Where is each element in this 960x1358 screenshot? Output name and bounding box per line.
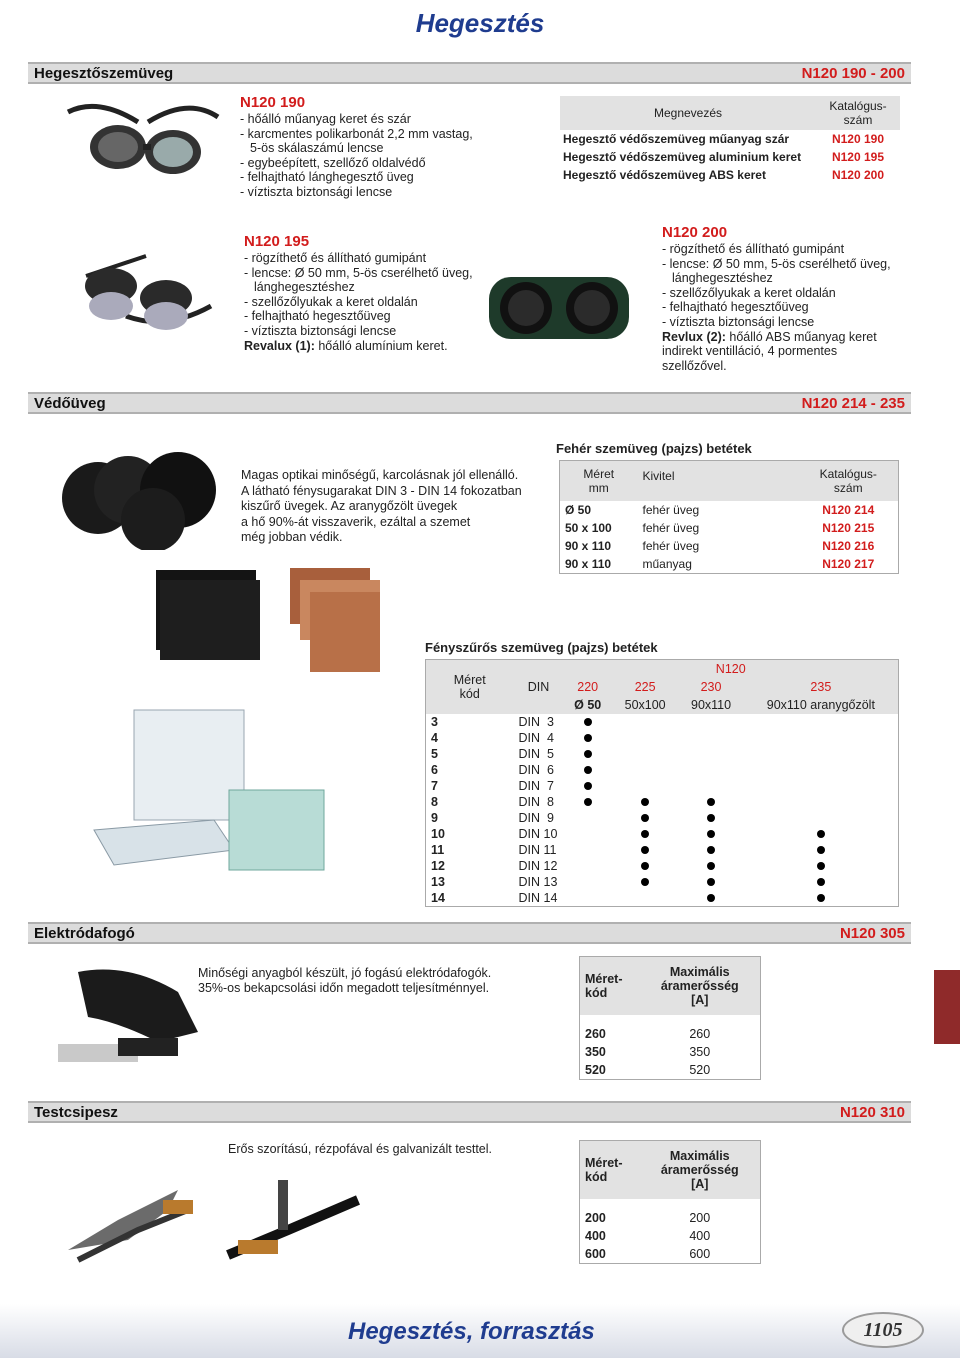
available-dot-icon <box>707 798 715 806</box>
available-dot-icon <box>584 766 592 774</box>
din-kod: 8 <box>431 795 438 809</box>
availability-cell <box>612 778 679 794</box>
table-row <box>426 746 899 762</box>
n200-title: N120 200 <box>662 224 728 241</box>
section-code: N120 214 - 235 <box>801 395 905 412</box>
n200-line: - szellőzőlyukak a keret oldalán <box>662 285 836 300</box>
table-row: Hegesztő védőszemüveg ABS keret N120 200 <box>563 168 885 182</box>
din-level: DIN 13 <box>518 875 558 889</box>
din-kod: 9 <box>431 811 438 825</box>
available-dot-icon <box>707 862 715 870</box>
din-kod: 4 <box>431 731 438 745</box>
availability-cell <box>612 858 679 874</box>
ground-clamp-photo <box>58 1160 368 1280</box>
table-row: Ø 50 fehér üveg N120 214 <box>565 502 875 517</box>
available-dot-icon <box>817 846 825 854</box>
available-dot-icon <box>641 814 649 822</box>
section-code: N120 305 <box>839 925 905 942</box>
table-row: 90 x 110 műanyag N120 217 <box>565 556 875 571</box>
din-level: DIN 4 <box>518 731 554 745</box>
page-title: Hegesztés <box>415 8 545 38</box>
available-dot-icon <box>584 798 592 806</box>
goggles-200-photo <box>484 262 634 352</box>
availability-cell <box>564 746 612 762</box>
availability-cell <box>612 842 679 858</box>
n200-line: indirekt ventilláció, 4 pormentes <box>662 344 838 359</box>
availability-cell <box>564 858 612 874</box>
availability-cell <box>612 746 679 762</box>
available-dot-icon <box>817 830 825 838</box>
table-row: 200 200 <box>585 1210 711 1225</box>
din-level: DIN 12 <box>518 859 558 873</box>
availability-cell <box>678 858 743 874</box>
n195-line: lánghegesztéshez <box>254 280 355 295</box>
availability-cell <box>612 714 679 730</box>
section-label: Elektródafogó <box>34 925 135 942</box>
din-level: DIN 11 <box>518 843 557 857</box>
goggles-190-photo <box>58 92 228 192</box>
availability-cell <box>612 874 679 890</box>
din-kod: 14 <box>431 891 445 905</box>
n200-line: - víztiszta biztonsági lencse <box>662 314 815 329</box>
din-kod: 6 <box>431 763 438 777</box>
availability-cell <box>744 890 899 907</box>
available-dot-icon <box>817 862 825 870</box>
table-row: 50 x 100 fehér üveg N120 215 <box>565 520 875 535</box>
table-row: 600 600 <box>585 1246 711 1261</box>
section-label: Hegesztőszemüveg <box>34 65 174 82</box>
available-dot-icon <box>641 862 649 870</box>
n195-line: - felhajtható hegesztőüveg <box>244 309 391 324</box>
availability-cell <box>678 714 743 730</box>
availability-cell <box>564 714 612 730</box>
availability-cell <box>678 730 743 746</box>
availability-cell <box>564 810 612 826</box>
col-header-name: Megnevezés <box>560 96 816 130</box>
page-number: 1105 <box>842 1312 924 1348</box>
availability-cell <box>744 810 899 826</box>
availability-cell <box>678 890 743 907</box>
goggle-table <box>560 96 900 184</box>
goggles-195-photo <box>66 236 216 356</box>
available-dot-icon <box>641 878 649 886</box>
n195-desc <box>244 233 494 353</box>
availability-cell <box>564 778 612 794</box>
elektroda-desc: Minőségi anyagból készült, jó fogású elektródafogók. 35%-os bekapcsolási időn megadott teljesítménnyel. <box>198 966 492 995</box>
din-level: DIN 5 <box>518 747 554 761</box>
availability-cell <box>678 826 743 842</box>
availability-cell <box>564 730 612 746</box>
table-row <box>426 826 899 842</box>
footer-title: Hegesztés, forrasztás <box>348 1318 595 1345</box>
available-dot-icon <box>817 878 825 886</box>
n195-line: - rögzíthető és állítható gumipánt <box>244 251 427 265</box>
section-bar-protective-glass <box>28 392 911 414</box>
table-row <box>426 730 899 746</box>
availability-cell <box>744 730 899 746</box>
availability-cell <box>678 778 743 794</box>
section-bar-ground-clamp <box>28 1101 911 1123</box>
availability-cell <box>564 842 612 858</box>
availability-cell <box>744 794 899 810</box>
white-table-caption: Fehér szemüveg (pajzs) betétek <box>556 441 752 456</box>
availability-cell <box>744 858 899 874</box>
availability-cell <box>612 810 679 826</box>
table-row <box>426 874 899 890</box>
availability-cell <box>612 890 679 907</box>
n195-title: N120 195 <box>244 233 310 250</box>
n195-line: - lencse: Ø 50 mm, 5-ös cserélhető üveg, <box>244 265 473 280</box>
availability-cell <box>744 714 899 730</box>
electrode-table: Méret- kód Maximális áramerősség [A] 260 260 350 350 520 520 <box>579 956 761 1080</box>
availability-cell <box>744 746 899 762</box>
white-glass-table: Méret mm Kivitel Katalógus- szám Ø 50 fehér üveg N120 214 50 x 100 fehér üveg N120 215 90 x 110 fehér üveg N120 216 90 x 110 műanyag N120 217 <box>559 460 899 574</box>
table-row <box>426 842 899 858</box>
available-dot-icon <box>641 798 649 806</box>
table-row: Hegesztő védőszemüveg aluminium keret N120 195 <box>563 150 885 164</box>
table-row: 350 350 <box>585 1044 711 1059</box>
din-kod: 13 <box>431 875 445 889</box>
testcsipesz-desc: Erős szorítású, rézpofával és galvanizált testtel. <box>228 1142 493 1156</box>
side-tab <box>934 970 960 1044</box>
n195-line: - víztiszta biztonsági lencse <box>244 323 397 338</box>
vedouveg-desc: Magas optikai minőségű, karcolásnak jól ellenálló. A látható fénysugarakat DIN 3 - DIN 14 fokozatban kiszűrő üvegek. Az aranygőzölt üvegek a hő 90%-át visszaverik, ezáltal a szemet még jobban védik. <box>241 468 522 544</box>
n200-line: - lencse: Ø 50 mm, 5-ös cserélhető üveg, <box>662 256 891 271</box>
n190-line: - víztiszta biztonsági lencse <box>240 184 393 199</box>
clear-glass-photo <box>84 700 344 890</box>
n200-line: - rögzíthető és állítható gumipánt <box>662 242 845 256</box>
din-level: DIN 9 <box>518 811 554 825</box>
availability-cell <box>564 890 612 907</box>
available-dot-icon <box>584 734 592 742</box>
availability-cell <box>678 874 743 890</box>
n195-revalux: Revalux (1): hőálló alumínium keret. <box>244 338 448 353</box>
available-dot-icon <box>707 846 715 854</box>
table-row <box>426 714 899 730</box>
din-level: DIN 10 <box>518 827 558 841</box>
table-row <box>426 762 899 778</box>
section-bar-electrode-holder <box>28 922 911 944</box>
din-kod: 7 <box>431 779 438 793</box>
n195-line: - szellőzőlyukak a keret oldalán <box>244 294 418 309</box>
din-kod: 3 <box>431 715 438 729</box>
availability-cell <box>744 778 899 794</box>
table-row <box>426 858 899 874</box>
n190-desc <box>240 94 500 200</box>
availability-cell <box>744 874 899 890</box>
availability-cell <box>612 730 679 746</box>
available-dot-icon <box>707 878 715 886</box>
available-dot-icon <box>584 750 592 758</box>
n200-line: - felhajtható hegesztőüveg <box>662 300 809 315</box>
available-dot-icon <box>584 782 592 790</box>
filter-glass-table: Méret kód DIN N120 220 225 230 235 Ø 50 50x100 90x110 90x110 aranygőzölt 3 DIN 3 4 DIN 4 5 DIN 5 6 DIN 6 7 DIN 7 8 DIN 8 9 DIN 9 10 DIN 10 11 DIN 11 12 DIN 12 13 DIN 13 14 DIN 14 <box>425 659 899 907</box>
din-kod: 12 <box>431 859 445 873</box>
n200-desc <box>662 224 922 373</box>
round-glass-photo <box>58 440 218 550</box>
table-row: Hegesztő védőszemüveg műanyag szár N120 190 <box>563 132 885 146</box>
table-row: 260 260 <box>585 1026 711 1041</box>
availability-cell <box>678 794 743 810</box>
din-kod: 11 <box>431 843 445 857</box>
section-bar-goggles <box>28 62 911 84</box>
availability-cell <box>678 810 743 826</box>
availability-cell <box>564 826 612 842</box>
availability-cell <box>612 826 679 842</box>
availability-cell <box>678 762 743 778</box>
section-label: Védőüveg <box>34 395 106 412</box>
available-dot-icon <box>707 894 715 902</box>
rect-glass-photo <box>150 560 390 690</box>
col-header-code: Katalógus- szám <box>816 96 900 130</box>
table-row: 520 520 <box>585 1062 711 1077</box>
table-row <box>426 778 899 794</box>
availability-cell <box>612 794 679 810</box>
n190-line: 5-ös skálaszámú lencse <box>250 141 384 156</box>
section-label: Testcsipesz <box>34 1104 118 1121</box>
n190-line: - hőálló műanyag keret és szár <box>240 112 411 126</box>
table-row <box>426 794 899 810</box>
electrode-holder-photo <box>48 962 218 1082</box>
available-dot-icon <box>707 830 715 838</box>
din-level: DIN 3 <box>518 715 554 729</box>
available-dot-icon <box>641 846 649 854</box>
din-kod: 10 <box>431 827 445 841</box>
section-code: N120 310 <box>839 1104 905 1121</box>
availability-cell <box>744 762 899 778</box>
n190-line: - egybeépített, szellőző oldalvédő <box>240 155 426 170</box>
availability-cell <box>744 842 899 858</box>
availability-cell <box>678 746 743 762</box>
availability-cell <box>744 826 899 842</box>
n200-line: szellőzővel. <box>662 358 727 373</box>
available-dot-icon <box>707 814 715 822</box>
n190-title: N120 190 <box>240 94 306 111</box>
available-dot-icon <box>584 718 592 726</box>
din-level: DIN 8 <box>518 795 554 809</box>
ground-clamp-table: Méret- kód Maximális áramerősség [A] 200 200 400 400 600 600 <box>579 1140 761 1264</box>
available-dot-icon <box>817 894 825 902</box>
table-row: 400 400 <box>585 1228 711 1243</box>
n200-line: lánghegesztéshez <box>672 271 773 286</box>
table-row <box>426 890 899 907</box>
table-row <box>426 810 899 826</box>
availability-cell <box>678 842 743 858</box>
section-code: N120 190 - 200 <box>801 65 905 82</box>
availability-cell <box>564 762 612 778</box>
n190-line: - felhajtható lánghegesztő üveg <box>240 170 414 185</box>
available-dot-icon <box>641 830 649 838</box>
availability-cell <box>612 762 679 778</box>
filter-table-caption: Fényszűrős szemüveg (pajzs) betétek <box>425 640 658 655</box>
n190-line: - karcmentes polikarbonát 2,2 mm vastag, <box>240 126 473 141</box>
din-level: DIN 7 <box>518 779 554 793</box>
table-row: 90 x 110 fehér üveg N120 216 <box>565 538 875 553</box>
availability-cell <box>564 794 612 810</box>
n200-revlux: Revlux (2): hőálló ABS műanyag keret <box>662 329 877 344</box>
din-kod: 5 <box>431 747 438 761</box>
din-level: DIN 14 <box>518 891 558 905</box>
availability-cell <box>564 874 612 890</box>
din-level: DIN 6 <box>518 763 554 777</box>
